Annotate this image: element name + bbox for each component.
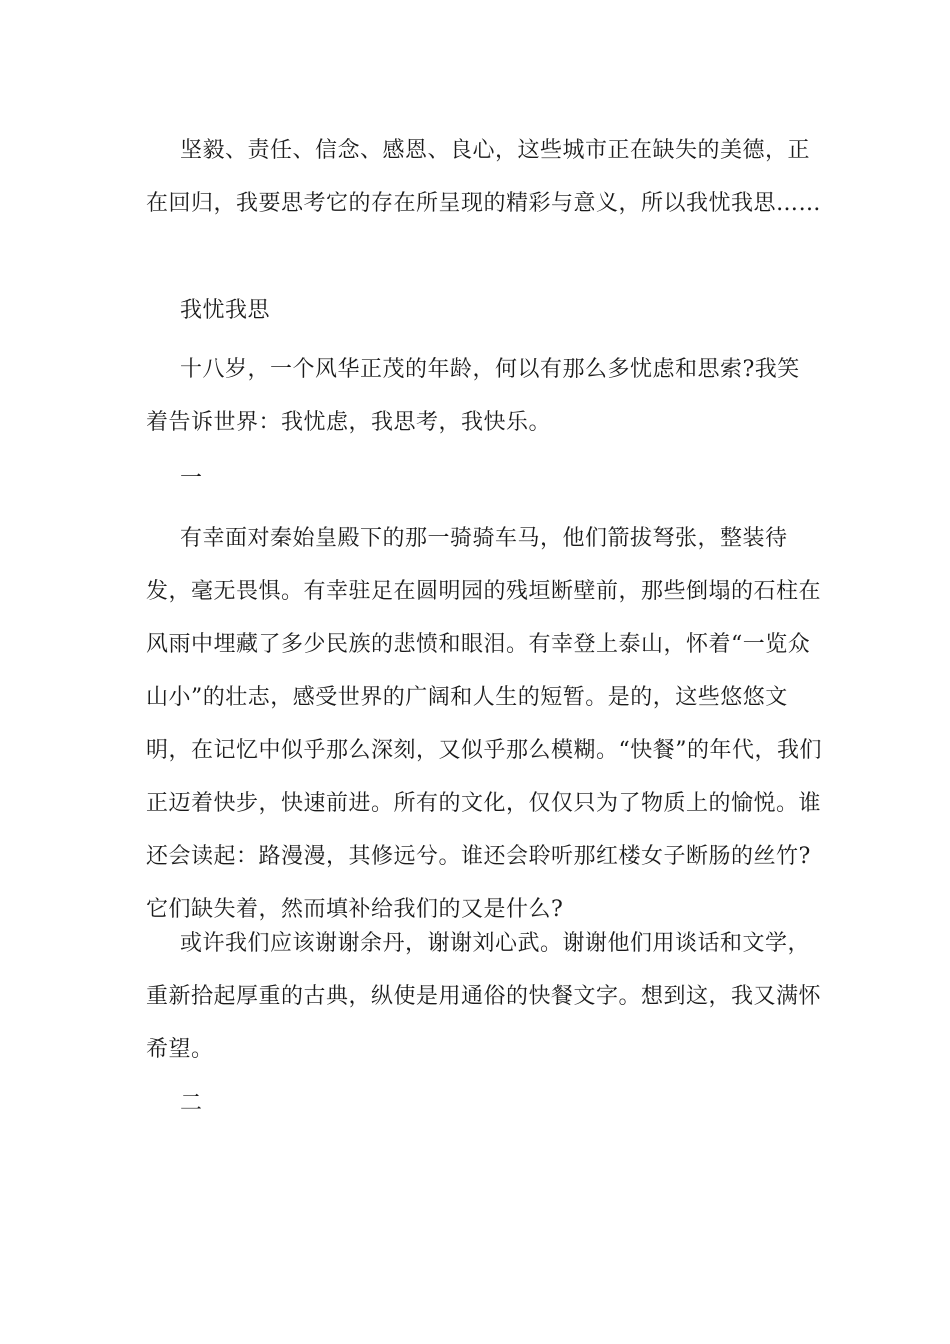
paragraph-eighteen: 十八岁，一个风华正茂的年龄，何以有那么多忧虑和思索?我笑着告诉世界：我忧虑，我思考，我快乐。	[146, 357, 800, 435]
paragraph-civilization: 有幸面对秦始皇殿下的那一骑骑车马，他们箭拔弩张，整装待发，毫无畏惧。有幸驻足在圆明园的残垣断壁前，那些倒塌的石柱在风雨中埋藏了多少民族的悲愤和眼泪。有幸登上泰山，怀着“一览众山小”的壮志，感受世界的广阔和人生的短暂。是的，这些悠悠文明，在记忆中似乎那么深刻，又似乎那么模糊。“快餐”的年代，我们正迈着快步，快速前进。所有的文化，仅仅只为了物质上的愉悦。谁还会读起：路漫漫，其修远兮。谁还会聆听那红楼女子断肠的丝竹?它们缺失着，然而填补给我们的又是什么?	[146, 526, 822, 922]
section-number-two: 二	[180, 1091, 203, 1116]
paragraph-virtues: 坚毅、责任、信念、感恩、良心，这些城市正在缺失的美德，正在回归，我要思考它的存在所呈现的精彩与意义，所以我忧我思……	[146, 138, 822, 216]
section-number-one: 一	[180, 466, 203, 491]
paragraph-gratitude: 或许我们应该谢谢余丹，谢谢刘心武。谢谢他们用谈话和文学，重新拾起厚重的古典，纵使是用通俗的快餐文字。想到这，我又满怀希望。	[146, 931, 822, 1062]
section-title: 我忧我思	[180, 298, 271, 323]
